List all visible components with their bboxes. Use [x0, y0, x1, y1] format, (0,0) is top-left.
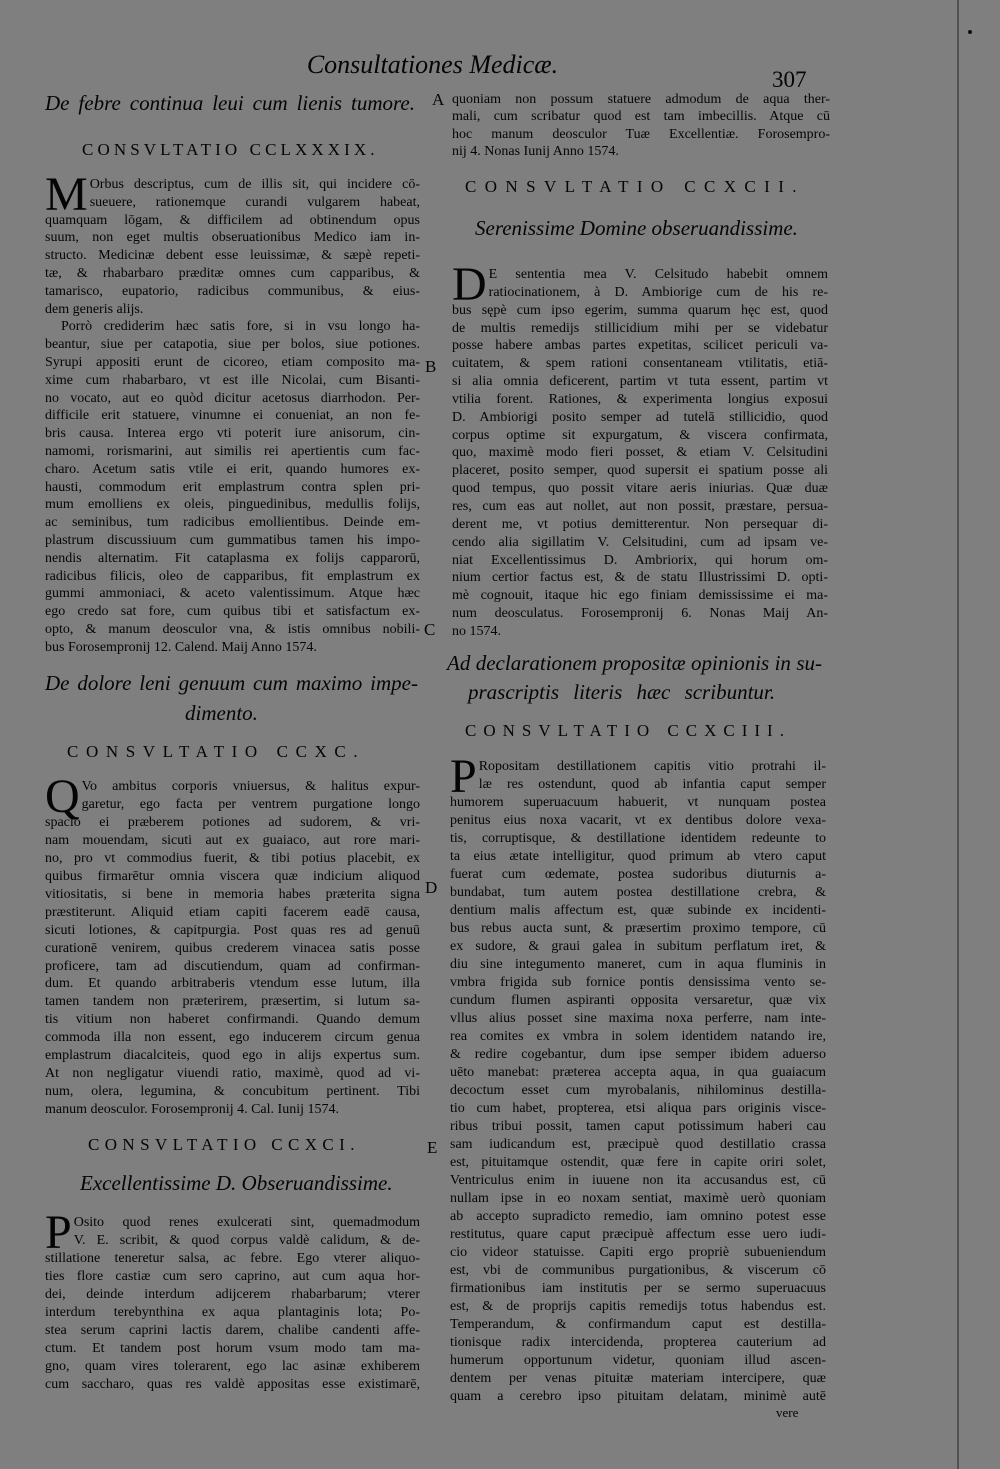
text-line: niat Excellentissimus D. Ambriorix, qui horum om-	[452, 552, 828, 568]
text-line: bus rebus aucta sunt, & præsertim proximo tempore, cū	[450, 921, 826, 936]
text-line: tis, corruptisque, & destillatione identidem redeunte to	[450, 831, 826, 846]
consultation-293-heading: CONSVLTATIO CCXCIII.	[465, 721, 791, 740]
text-line: sueuere, rationemque curandi vulgarem habeat,	[89, 194, 420, 210]
text-line: tis vitium non haberet confirmandi. Quando demum	[45, 1012, 420, 1028]
text-line: quamquam lōgam, & difficilem ad obtinendum opus	[45, 212, 420, 228]
text-line: cio videor statuisse. Capiti ergo propriè subueniendum	[450, 1245, 826, 1260]
margin-letter-b: B	[425, 357, 437, 376]
text-line: charo. Acetum satis vtile ei erit, quando humores ex-	[45, 461, 420, 477]
text-line: no vocato, aut eo quòd dicitur acetosus diarrhodon. Per-	[45, 390, 420, 406]
text-line: Porrò crediderim hæc satis fore, si in vsu longo ha-	[61, 319, 420, 335]
text-line: gummi ammoniaci, & aceto valentissimum. Atque hæc	[45, 586, 420, 602]
text-line: vmbra frigida sub fornice pontis densissima vento se-	[450, 975, 826, 990]
text-line: diu sine integumento maneret, cum in aqua fluminis in	[450, 957, 826, 972]
consultation-292-salutation: Serenissime Domine obseruandissime.	[475, 216, 798, 240]
text-line: læ res ostendunt, quod ab infantia caput semper	[478, 777, 826, 792]
page-edge-shadow	[957, 0, 959, 1469]
text-line: nium certior factus est, & de statu Illustrissimi D. opti-	[452, 570, 828, 586]
catchword: vere	[776, 1405, 799, 1420]
text-line: no 1574.	[452, 623, 501, 639]
text-line: proficere, tam ad discutiendum, quam ad confirman-	[45, 958, 420, 974]
margin-letter-c: C	[424, 620, 436, 639]
text-line: ab accepto supradicto remedio, iam omnino potest esse	[450, 1209, 826, 1224]
text-line: Vo ambitus corporis vniuersus, & halitus expur-	[81, 779, 420, 794]
consultation-290-title-line-1: De dolore leni genuum cum maximo impe-	[45, 671, 418, 695]
text-line: cundum flumen aspiranti opposita versaretur, quæ vix	[450, 993, 826, 1008]
text-line: ego credo sat fore, cum quibus tibi et satisfactum ex-	[45, 604, 420, 620]
text-line: stillatione teneretur salsa, ac febre. Ego vterer aliquo-	[45, 1251, 420, 1266]
margin-letter-d: D	[425, 878, 438, 897]
text-line: uēto manebat: præterea accepta aqua, in qua guaiacum	[450, 1065, 826, 1080]
text-line: sam iudicandum est, præcipuè quod destillatio crassa	[450, 1137, 826, 1152]
consultation-291-salutation: Excellentissime D. Obseruandissime.	[80, 1171, 393, 1195]
text-line: si alia omnia deficerent, partim vt tuta essent, partim vt	[452, 374, 828, 390]
text-line: ratiocinationem, à D. Ambiorige cum de his re-	[488, 284, 828, 300]
text-line: manum deosculor. Forosempronij 4. Cal. Iunij 1574.	[45, 1102, 339, 1118]
text-line: suum, non eget multis obseruationibus Medico iam in-	[45, 230, 420, 246]
text-line: num deosculatus. Forosempronij 6. Nonas Maij An-	[452, 606, 828, 622]
consultation-290-body	[45, 770, 420, 1119]
text-line: cum saccharo, quas res valdè appositas esse existimarē,	[45, 1377, 420, 1392]
text-line: quoniam non possum statuere admodum de aqua ther-	[452, 92, 830, 107]
text-line: est, pituitamque ostendit, quæ fere in capite oriri solet,	[450, 1155, 826, 1170]
text-line: xime cum rhabarbaro, vt est ille Nicolai, cum Bisanti-	[45, 372, 420, 388]
page-number: 307	[772, 67, 807, 92]
text-line: & redire cogebantur, dum ipse semper ibidem aduerso	[450, 1047, 826, 1062]
drop-cap-initial: M	[45, 168, 88, 221]
text-line: structo. Medicinæ debent esse leuissimæ, & sæpè repeti-	[45, 248, 420, 264]
text-line: nij 4. Nonas Iunij Anno 1574.	[452, 143, 619, 159]
text-line: num, olera, legumina, & concubitum pertinent. Tibi	[45, 1084, 420, 1100]
consultation-293-title-line-2: prascriptis literis hæc scribuntur.	[468, 680, 775, 704]
text-line: cuitatem, & spem rationi consentaneam vtilitatis, etiā-	[452, 356, 828, 372]
text-line: penitus eius noxa vacarit, vt ex dentibus dolore vexa-	[450, 813, 826, 828]
margin-letter-e: E	[427, 1138, 438, 1157]
text-line: restitutus, quare caput præcipuè affectum esse uero iudi-	[450, 1227, 826, 1242]
text-line: Ropositam destillationem capitis vitio protrahi il-	[478, 759, 826, 774]
text-line: de multis remedijs stillicidium mihi per se videbatur	[452, 320, 828, 336]
text-line: E sententia mea V. Celsitudo habebit omnem	[488, 267, 828, 282]
letter-continuation	[452, 91, 830, 160]
text-line: res, cum eas aut nollet, aut non possit, præstare, persua-	[452, 498, 828, 514]
text-line: spacio ei præberem potiones ad sudorem, & vri-	[45, 814, 420, 830]
text-line: tamen tandem non præterirem, præsertim, si lutum sa-	[45, 994, 420, 1010]
text-line: dei, deinde interdum adijcerem rhabarbarum; vterer	[45, 1287, 420, 1302]
text-line: quibus firmarētur omnia viscera quæ indicium aliquod	[45, 868, 420, 884]
text-line: interdum terebynthina ex aqua plantaginis lota; Po-	[45, 1305, 420, 1320]
text-line: dem generis alijs.	[45, 301, 144, 317]
text-line: ac seminibus, tum radicibus emollientibus. Deinde em-	[45, 515, 420, 531]
consultation-292-body	[452, 258, 828, 641]
text-line: bus sępè cum ipso egerim, summa quarum hęc est, quod	[452, 302, 828, 318]
text-line: radicibus filicis, oleo de capparibus, fit emplastrum ex	[45, 568, 420, 584]
text-line: decoctum esset cum myrobalanis, nihilominus destilla-	[450, 1083, 826, 1098]
text-line: humerum opportunum videtur, quoniam illud ascen-	[450, 1353, 826, 1368]
text-line: fuerat cum œdemate, postea sudoribus diuturnis a-	[450, 867, 826, 882]
text-line: quod tempus, quo possit vitare aeris iniurias. Quæ duæ	[452, 481, 828, 497]
text-line: tionisque radix intercidenda, propterea cauterium ad	[450, 1335, 826, 1350]
text-line: bus Forosempronij 12. Calend. Maij Anno 1574.	[45, 639, 317, 655]
text-line: dentium malis affectum est, quæ subinde ex incidenti-	[450, 903, 826, 918]
consultation-289-heading: CONSVLTATIO CCLXXXIX.	[82, 140, 379, 159]
text-line: vllus alius posset sine maxima noxa perferre, nam inte-	[450, 1011, 826, 1026]
text-line: difficile erit statuere, vinumne ei conueniat, an non fe-	[45, 408, 420, 424]
text-line: V. E. scribit, & quod corpus valdè calidum, & de-	[73, 1233, 420, 1248]
text-line: humorem superuacuum habuerit, vt nunquam postea	[450, 795, 826, 810]
consultation-291-heading: CONSVLTATIO CCXCI.	[88, 1135, 360, 1154]
text-line: tio cum habet, propterea, etsi aliqua pars originis visce-	[450, 1101, 826, 1116]
text-line: nendis alternatim. Fit cataplasma ex folijs capparorū,	[45, 550, 420, 566]
text-line: stea serum caprini lactis darem, chalibe candenti affe-	[45, 1323, 420, 1338]
text-line: rea comites ex vmbra in solem identidem natando ire,	[450, 1029, 826, 1044]
text-line: Syrupi appositi erunt de cicoreo, etiam composito ma-	[45, 354, 420, 370]
text-line: garetur, ego facta per ventrem purgatione longo	[81, 796, 420, 812]
text-line: dentem per venas pituitæ materiam intercipere, quæ	[450, 1371, 826, 1386]
margin-letter-a: A	[432, 90, 445, 109]
text-line: curationē venirem, quibus crederem vinacea satis posse	[45, 940, 420, 956]
text-line: Osito quod renes exulcerati sint, quemadmodum	[73, 1215, 420, 1230]
text-line: est, vbi de communibus purgationibus, & viscerum cō	[450, 1263, 826, 1278]
text-line: hoc manum deosculor Tuæ Excellentiæ. Forosempro-	[452, 126, 830, 142]
text-line: vitiositatis, si bene in memoria habes præterita signa	[45, 886, 420, 902]
text-line: At non negligatur viuendi ratio, maximè, quod ad vi-	[45, 1066, 420, 1082]
text-line: no, pro vt commodius fuerit, & tibi potius placebit, ex	[45, 850, 420, 866]
text-line: quo, maximè modo fieri posset, & etiam V. Celsitudini	[452, 445, 828, 461]
consultation-289-title: De febre continua leui cum lienis tumore.	[45, 91, 415, 115]
text-line: gno, quam vires tolerarent, ego lac asinæ exhiberem	[45, 1359, 420, 1374]
text-line: bris causa. Interea ergo vti poterit iure anisorum, cin-	[45, 426, 420, 442]
drop-cap-initial: D	[452, 258, 487, 311]
text-line: namomi, rorismarini, aut similis rei apertientis cum fac-	[45, 443, 420, 459]
text-line: ribus tribui possit, tamen caput potissimum haberi cau	[450, 1119, 826, 1134]
text-line: sicuti lotiones, & capitpurgia. Post quas res ad genuū	[45, 922, 420, 938]
text-line: nam mouendam, sicuti aut ex guaiaco, aut rore mari-	[45, 832, 420, 848]
text-line: ctum. Et tandem post horum vsum modo tam ma-	[45, 1341, 420, 1356]
text-line: ex sudore, & graui galea in subitum perflatum iret, &	[450, 939, 826, 954]
consultation-292-heading: CONSVLTATIO CCXCII.	[465, 177, 805, 196]
text-line: commoda illa non essent, ego inducerem circum genua	[45, 1030, 420, 1046]
text-line: mali, cum scribatur quod est tam imbecillis. Atque cū	[452, 109, 830, 125]
text-line: Ventriculus enim in iuuene non ita accusandus est, cū	[450, 1173, 826, 1188]
text-line: corpus optime sit expurgatum, & viscera confirmata,	[452, 427, 828, 443]
text-line: D. Ambiorigi posito semper ad tutelā stillicidio, quod	[452, 409, 828, 425]
consultation-293-body	[450, 750, 826, 1406]
running-head: Consultationes Medicæ.	[306, 50, 559, 79]
text-line: mè cognouit, itaque hic ego finiam demississime ei ma-	[452, 588, 828, 604]
consultation-291-body	[45, 1206, 420, 1394]
text-line: posse habere ambas partes expetitas, scilicet periculi va-	[452, 338, 828, 354]
drop-cap-initial: Q	[45, 770, 80, 823]
text-line: firmationibus iam institutis per se sermo superuacuus	[450, 1281, 826, 1296]
text-line: derent me, vt potius demitterentur. Non persequar di-	[452, 516, 828, 532]
text-line: nullam ipse in eo noxam sentiat, maximè uerò quoniam	[450, 1191, 826, 1206]
text-line: mum emolliens ex oleis, pinguedinibus, medullis folijs,	[45, 497, 420, 513]
drop-cap-initial: P	[45, 1206, 72, 1259]
text-line: quam a cerebro ipso pituitam delatam, minimè autē	[450, 1389, 826, 1404]
text-line: dum. Et quando arbitraberis vtendum esse lutum, illa	[45, 976, 420, 992]
consultation-289-body	[45, 168, 420, 657]
consultation-293-title-line-1: Ad declarationem propositæ opinionis in su-	[447, 651, 822, 675]
text-line: bundabat, tum autem postea destillatione crebra, &	[450, 885, 826, 900]
text-line: placeret, posito semper, quod supersit ei spatium posse ali	[452, 463, 828, 479]
text-line: opto, & manum deosculor vna, & istis omnibus nobili-	[45, 621, 420, 637]
text-line: ta eius ætate intelligitur, quod primum ab vtero caput	[450, 849, 826, 864]
text-line: tæ, & rhabarbaro præditæ omnes cum capparibus, &	[45, 265, 420, 281]
text-line: hausti, commodum erit emplastrum contra splen pri-	[45, 479, 420, 495]
text-line: cendo alia sigillatim V. Celsitudini, cum ad ipsam ve-	[452, 534, 828, 550]
text-line: tamarisco, eupatorio, radicibus communibus, & eius-	[45, 283, 420, 299]
consultation-290-title-line-2: dimento.	[185, 701, 258, 725]
text-line: plastrum discussiuum cum gummatibus tamen his impo-	[45, 532, 420, 548]
scan-speck	[968, 30, 972, 34]
drop-cap-initial: P	[450, 750, 477, 803]
text-line: beantur, siue per catapotia, siue per bolos, siue potiones.	[45, 337, 420, 353]
text-line: vtilia forent. Rationes, & experimenta longius exposui	[452, 391, 828, 407]
text-line: emplastrum diacalciteis, quod ego in alijs expertus sum.	[45, 1048, 420, 1064]
text-line: Temperandum, & confirmandum caput est destilla-	[450, 1317, 826, 1332]
text-line: est, & de proprijs capitis remedijs totus habendus est.	[450, 1299, 826, 1314]
text-line: ties flore castiæ cum sero caprino, aut cum aqua hor-	[45, 1269, 420, 1284]
text-line: Orbus descriptus, cum de illis sit, qui incidere cō-	[89, 177, 420, 192]
consultation-290-heading: CONSVLTATIO CCXC.	[67, 742, 366, 761]
text-line: præstiterunt. Aliquid etiam capiti facerem eadē causa,	[45, 904, 420, 920]
